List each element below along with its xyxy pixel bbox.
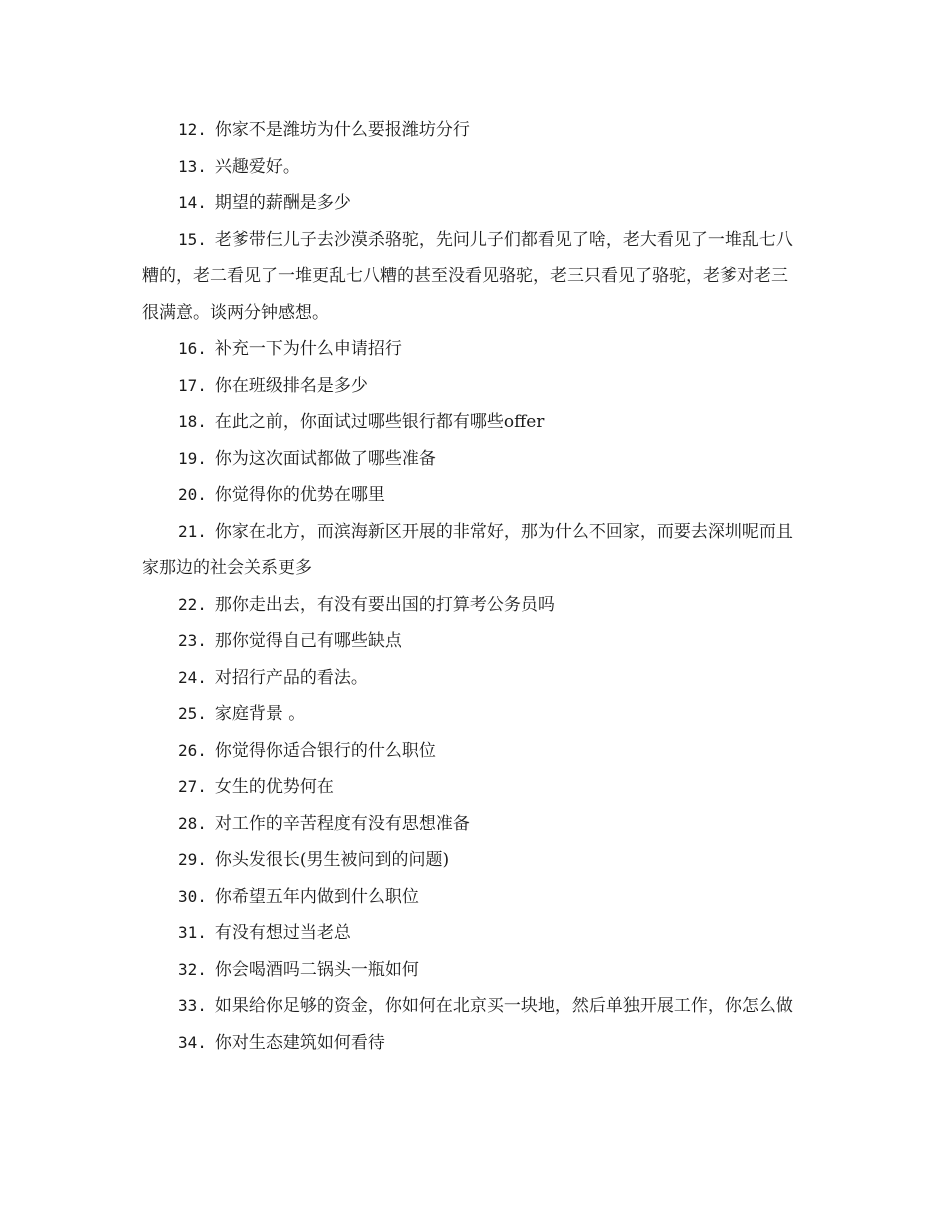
list-item [142, 952, 802, 989]
item-text: 老爹带仨儿子去沙漠杀骆驼，先问儿子们都看见了啥，老大看见了一堆乱七八糟的，老二看见了一堆更乱七八糟的甚至没看见骆驼，老三只看见了骆驼，老爹对老三很满意。谈两分钟感想。 [142, 229, 793, 323]
item-number: 22. [178, 594, 207, 614]
item-text: 那你觉得自己有哪些缺点 [214, 631, 402, 651]
question-list [142, 112, 802, 1061]
item-number: 34. [178, 1032, 207, 1052]
list-item [142, 185, 802, 222]
item-text: 你会喝酒吗二锅头一瓶如何 [214, 959, 419, 980]
list-item [142, 660, 802, 697]
list-item [142, 441, 802, 478]
list-item [142, 222, 802, 332]
item-text: 你头发很长(男生被问到的问题) [214, 850, 450, 870]
list-item [142, 404, 802, 441]
list-item [142, 149, 802, 186]
item-text: 你在班级排名是多少 [214, 375, 368, 396]
list-item [142, 988, 802, 1025]
item-number: 26. [178, 740, 207, 760]
item-number: 19. [178, 448, 207, 468]
item-text: 兴趣爱好。 [214, 156, 300, 177]
list-item [142, 477, 802, 514]
item-text: 对工作的辛苦程度有没有思想准备 [214, 813, 470, 834]
item-text: 在此之前，你面试过哪些银行都有哪些offer [214, 412, 545, 432]
list-item [142, 514, 802, 587]
item-number: 21. [178, 521, 207, 541]
list-item [142, 1025, 802, 1062]
item-number: 12. [178, 120, 207, 139]
item-number: 31. [178, 923, 207, 942]
list-item [142, 587, 802, 624]
item-number: 33. [178, 996, 207, 1015]
list-item [142, 112, 802, 149]
item-number: 27. [178, 777, 207, 796]
item-text: 期望的薪酬是多少 [214, 193, 351, 213]
item-text: 你为这次面试都做了哪些准备 [214, 448, 436, 469]
item-number: 15. [178, 229, 207, 249]
item-text: 对招行产品的看法。 [214, 667, 368, 688]
item-text: 你觉得你的优势在哪里 [214, 485, 385, 505]
item-text: 如果给你足够的资金，你如何在北京买一块地，然后单独开展工作，你怎么做 [214, 996, 793, 1016]
item-number: 17. [178, 375, 207, 395]
item-number: 25. [178, 704, 207, 723]
item-text: 你家在北方，而滨海新区开展的非常好，那为什么不回家，而要去深圳呢而且家那边的社会关系更多 [142, 521, 793, 578]
item-number: 18. [178, 412, 207, 431]
item-text: 家庭背景 。 [214, 704, 306, 724]
list-item [142, 806, 802, 843]
item-number: 30. [178, 886, 207, 906]
item-text: 你家不是潍坊为什么要报潍坊分行 [214, 120, 470, 140]
item-text: 补充一下为什么申请招行 [214, 339, 402, 359]
item-number: 29. [178, 850, 207, 869]
item-number: 20. [178, 485, 207, 504]
item-number: 14. [178, 193, 207, 212]
item-number: 24. [178, 667, 207, 687]
item-text: 你对生态建筑如何看待 [214, 1032, 385, 1053]
list-item [142, 696, 802, 733]
item-number: 13. [178, 156, 207, 176]
item-text: 你希望五年内做到什么职位 [214, 886, 419, 907]
item-text: 你觉得你适合银行的什么职位 [214, 740, 436, 761]
item-number: 28. [178, 813, 207, 833]
list-item [142, 623, 802, 660]
item-number: 16. [178, 339, 207, 358]
list-item [142, 368, 802, 405]
list-item [142, 331, 802, 368]
list-item [142, 915, 802, 952]
item-text: 女生的优势何在 [214, 777, 334, 797]
item-number: 23. [178, 631, 207, 650]
list-item [142, 879, 802, 916]
item-text: 有没有想过当老总 [214, 923, 351, 943]
list-item [142, 769, 802, 806]
item-text: 那你走出去，有没有要出国的打算考公务员吗 [214, 594, 555, 615]
item-number: 32. [178, 959, 207, 979]
list-item [142, 842, 802, 879]
list-item [142, 733, 802, 770]
